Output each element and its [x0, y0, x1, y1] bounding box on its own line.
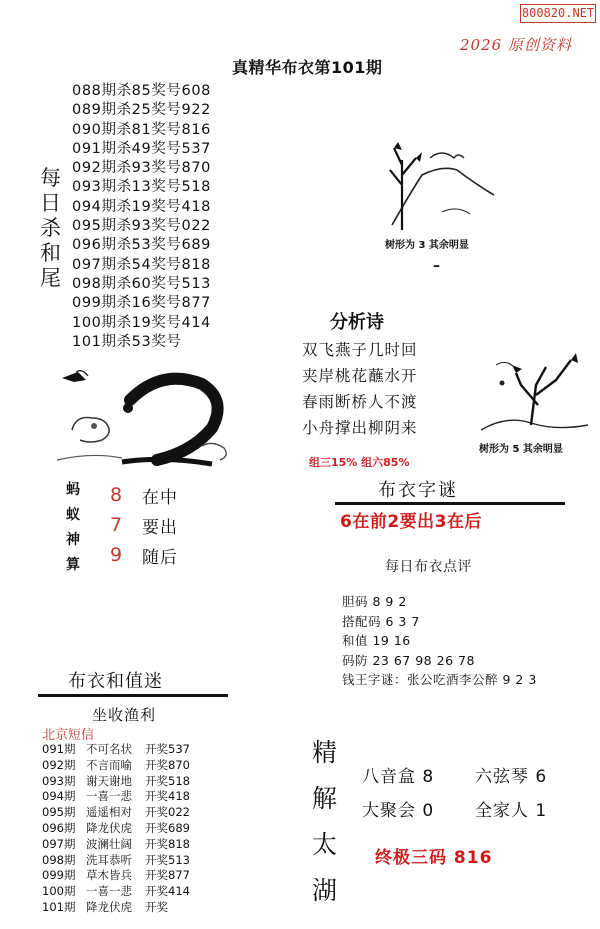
hezhi-subtitle: 坐收渔利 [92, 706, 157, 724]
beijing-sms-title: 北京短信 [42, 728, 95, 743]
review-line: 搭配码 6 3 7 [342, 613, 420, 629]
list-item: 094期杀19奖号418 [72, 198, 212, 215]
list-item: 095期 遥遥相对 开奖022 [42, 805, 190, 820]
list-item: 093期 谢天谢地 开奖518 [42, 773, 190, 788]
daily-kill-list [72, 82, 211, 352]
tree-dash: – [433, 258, 440, 274]
review-line: 和值 19 16 [342, 633, 411, 649]
riddle-answer: 6在前2要出3在后 [340, 512, 482, 532]
lake-item: 全家人 1 [475, 801, 548, 821]
riddle-divider [335, 502, 565, 505]
list-item: 092期 不言而喻 开奖870 [42, 757, 190, 772]
list-item: 097期杀54奖号818 [72, 256, 212, 273]
poem-lines [302, 337, 418, 441]
list-item: 094期 一喜一悲 开奖418 [42, 789, 190, 804]
list-item: 099期 草木皆兵 开奖877 [42, 868, 190, 883]
list-item: 100期杀19奖号414 [72, 314, 212, 331]
list-item: 096期杀53奖号689 [72, 237, 212, 254]
ant-god-label: 蚂 蚁 神 算 [66, 482, 80, 573]
list-item: 096期 降龙伏虎 开奖689 [42, 820, 190, 835]
ant-god-words: 在中 要出 随后 [142, 488, 178, 568]
daily-kill-label: 每 日 杀 和 尾 [40, 166, 61, 290]
group-ratio-line: 组三15% 组六85% [309, 456, 410, 469]
poem-line: 春雨断桥人不渡 [302, 393, 418, 411]
lake-item: 六弦琴 6 [475, 767, 548, 787]
list-item: 099期杀16奖号877 [72, 295, 212, 312]
tree-sketch-illustration [382, 130, 502, 232]
list-item: 098期杀60奖号513 [72, 275, 212, 292]
list-item: 091期 不可名状 开奖537 [42, 742, 190, 756]
list-item: 092期杀93奖号870 [72, 160, 212, 177]
list-item: 090期杀81奖号816 [72, 121, 212, 138]
list-item: 101期 降龙伏虎 开奖 [42, 899, 168, 914]
list-item: 091期杀49奖号537 [72, 140, 212, 157]
hezhi-divider [38, 694, 228, 697]
list-item: 088期杀85奖号608 [72, 83, 212, 99]
riddle-title: 布衣字谜 [378, 480, 458, 501]
list-item: 101期杀53奖号 [72, 333, 182, 350]
review-title: 每日布衣点评 [385, 559, 472, 575]
final-three-codes: 终极三码 816 [375, 848, 493, 868]
review-line: 钱王字谜：张公吃酒李公醉 9 2 3 [342, 672, 537, 688]
list-item: 093期杀13奖号518 [72, 179, 212, 196]
tree-sketch-illustration-2 [476, 345, 594, 437]
list-item: 098期 洗耳恭听 开奖513 [42, 852, 190, 867]
page-title: 真精华布衣第101期 [232, 58, 383, 77]
poem-title: 分析诗 [330, 312, 384, 333]
lake-label: 精 解 太 湖 [312, 738, 338, 905]
site-badge[interactable]: 800820.NET [520, 4, 596, 23]
list-item: 097期 波澜壮阔 开奖818 [42, 836, 190, 851]
list-item: 095期杀93奖号022 [72, 218, 212, 235]
review-line: 胆码 8 9 2 [342, 594, 407, 609]
number-two-illustration [52, 360, 242, 472]
poem-line: 夹岸桃花蘸水开 [302, 367, 418, 385]
list-item: 100期 一喜一悲 开奖414 [42, 884, 190, 899]
review-lines [342, 592, 537, 690]
review-line: 码防 23 67 98 26 78 [342, 652, 475, 668]
list-item: 089期杀25奖号922 [72, 102, 212, 119]
lake-item: 大聚会 0 [362, 801, 435, 821]
brand-text: 2026 原创资料 [460, 36, 572, 54]
poem-line: 双飞燕子几时回 [302, 341, 418, 359]
lake-item: 八音盒 8 [362, 767, 435, 787]
tree-hint-2: 树形为 5 其余明显 [479, 444, 563, 455]
tree-hint-1: 树形为 3 其余明显 [385, 240, 469, 251]
beijing-sms-list [42, 742, 190, 916]
poem-line: 小舟撑出柳阴来 [302, 419, 418, 437]
ant-god-numbers: 8 7 9 [110, 484, 123, 566]
hezhi-title: 布衣和值迷 [68, 671, 163, 692]
